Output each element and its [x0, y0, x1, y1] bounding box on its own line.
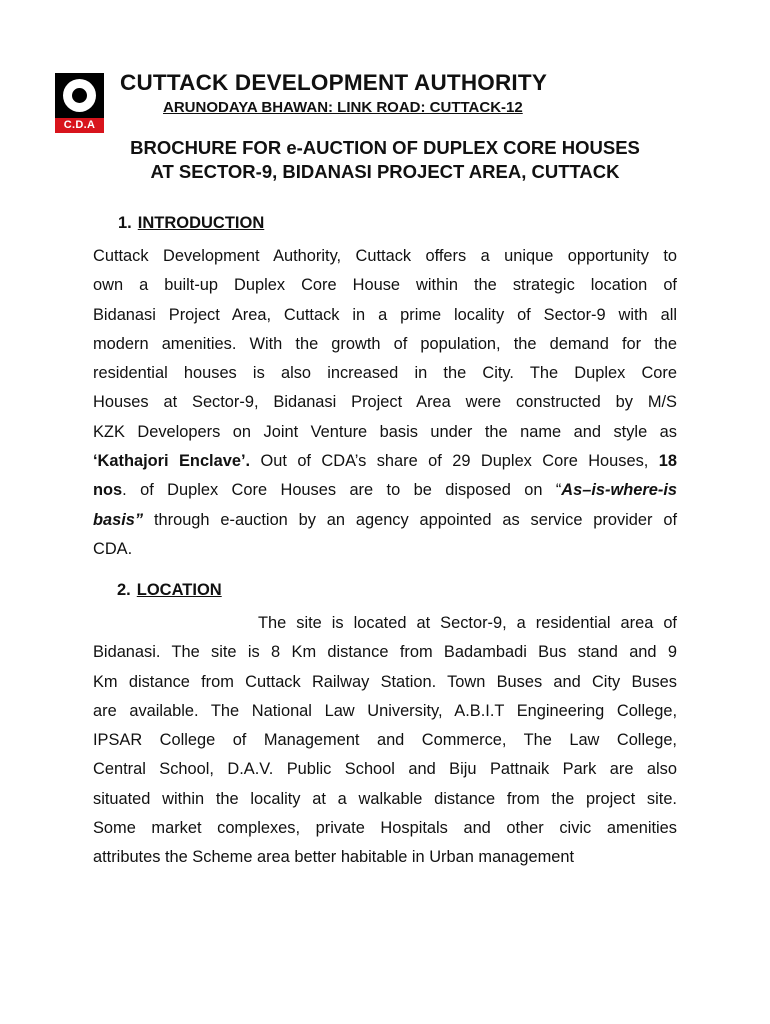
organization-address: ARUNODAYA BHAWAN: LINK ROAD: CUTTACK-12: [163, 99, 523, 116]
section-heading-location: [117, 581, 222, 600]
location-paragraph: [93, 609, 677, 873]
text-line: attributes the Scheme area better habitable in Urban management: [93, 848, 575, 867]
text-line: [93, 476, 677, 505]
logo-ring: [63, 79, 96, 112]
text-line: Bidanasi. The site is 8 Km distance from Badambadi Bus stand and 9: [93, 643, 677, 662]
logo-dot: [72, 88, 87, 103]
title-line-1: BROCHURE FOR e-AUCTION OF DUPLEX CORE HOUSES: [130, 137, 640, 158]
introduction-paragraph: [93, 242, 677, 564]
enclave-name: ‘Kathajori Enclave’.: [93, 452, 251, 471]
text-line: The site is located at Sector-9, a residential area of: [258, 614, 677, 632]
text-fragment: Out of CDA’s share of 29 Duplex Core Houses,: [250, 452, 659, 471]
text-line: IPSAR College of Management and Commerce, The Law College,: [93, 731, 677, 750]
organization-name: CUTTACK DEVELOPMENT AUTHORITY: [120, 70, 548, 95]
section-number: 2.: [117, 581, 131, 599]
text-line: modern amenities. With the growth of population, the demand for the: [93, 334, 677, 353]
text-line: [93, 447, 677, 476]
text-line: Central School, D.A.V. Public School and Biju Pattnaik Park are also: [93, 760, 677, 779]
text-line: CDA.: [93, 539, 133, 558]
cda-logo: [55, 73, 104, 133]
text-line: KZK Developers on Joint Venture basis under the name and style as: [93, 422, 677, 441]
nos-label: nos: [93, 481, 123, 500]
text-line: [93, 506, 677, 535]
disposal-basis-end: basis”: [93, 510, 144, 529]
logo-emblem: [55, 73, 104, 118]
text-line: situated within the locality at a walkable distance from the project site.: [93, 789, 677, 808]
text-line: are available. The National Law University, A.B.I.T Engineering College,: [93, 701, 677, 720]
disposal-basis: As–is-where-is: [561, 481, 677, 500]
text-line: own a built-up Duplex Core House within the strategic location of: [93, 276, 677, 295]
text-fragment: through e-auction by an agency appointed as service provider of: [143, 510, 677, 529]
text-line: Bidanasi Project Area, Cuttack in a prime locality of Sector-9 with all: [93, 305, 677, 324]
document-title: [0, 136, 770, 183]
section-title: LOCATION: [136, 581, 222, 599]
text-line: Cuttack Development Authority, Cuttack offers a unique opportunity to: [93, 247, 677, 265]
house-count: 18: [658, 452, 677, 471]
text-line: Houses at Sector-9, Bidanasi Project Area were constructed by M/S: [93, 393, 677, 412]
text-line: residential houses is also increased in the City. The Duplex Core: [93, 364, 677, 383]
section-number: 1.: [118, 214, 132, 232]
text-line: Some market complexes, private Hospitals and other civic amenities: [93, 819, 677, 838]
section-title: INTRODUCTION: [137, 214, 265, 232]
title-line-2: AT SECTOR-9, BIDANASI PROJECT AREA, CUTTACK: [150, 160, 620, 182]
section-heading-introduction: [118, 214, 264, 233]
text-fragment: . of Duplex Core Houses are to be disposed on “: [122, 481, 562, 500]
logo-label: C.D.A: [55, 118, 104, 133]
text-line: Km distance from Cuttack Railway Station. Town Buses and City Buses: [93, 672, 677, 691]
